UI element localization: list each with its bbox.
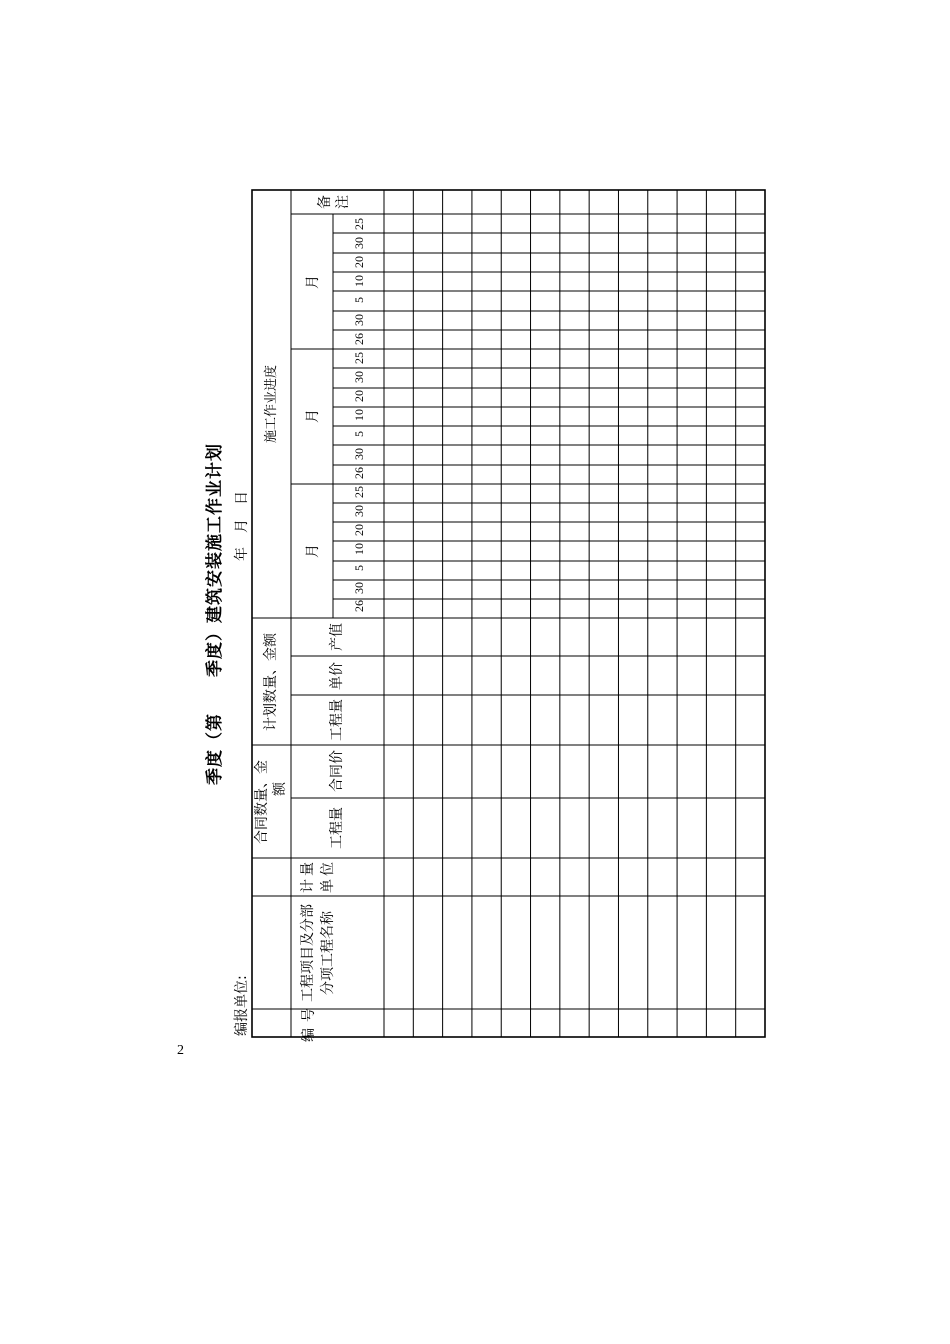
project-name-header-line1: 工程项目及分部 (300, 904, 316, 1002)
day-label: 30 (352, 505, 366, 517)
day-label: 26 (352, 333, 366, 345)
contract-quantity-header: 工程量 (329, 807, 345, 849)
day-label: 20 (352, 256, 366, 268)
day-label: 5 (352, 565, 366, 571)
plan-quantity-header: 工程量 (329, 699, 345, 741)
day-label: 20 (352, 524, 366, 536)
table-row (677, 190, 706, 1037)
serial-no-header: 编号 (301, 1002, 317, 1042)
contract-price-header: 合同价 (329, 750, 345, 792)
day-label: 25 (352, 218, 366, 230)
day-label: 26 (352, 600, 366, 612)
plan-output-value-header: 产值 (329, 623, 345, 651)
day-label: 26 (352, 467, 366, 479)
remarks-header-line2: 注 (335, 195, 351, 209)
plan-group-header: 计划数量、金额 (263, 633, 279, 731)
day-label: 30 (352, 448, 366, 460)
table-row (443, 190, 472, 1037)
unit-header-line1: 计量 (300, 859, 316, 893)
day-label: 10 (352, 275, 366, 287)
table-row (531, 190, 560, 1037)
progress-group-header: 施工作业进度 (264, 364, 279, 444)
page-title: 季度（第 季度）建筑安装施工作业计划 (205, 443, 225, 785)
reporting-unit-label: 编报单位: (234, 975, 250, 1036)
day-label: 30 (352, 237, 366, 249)
month-label: 月 (305, 275, 321, 289)
table-row (501, 190, 530, 1037)
day-label: 20 (352, 390, 366, 402)
contract-group-header-line1: 合同数量、金 (254, 760, 270, 844)
table-row (560, 190, 589, 1037)
date-line: 年 月 日 (234, 491, 250, 561)
table-row (413, 190, 442, 1037)
day-label: 10 (352, 409, 366, 421)
day-label: 5 (352, 431, 366, 437)
day-label: 30 (352, 371, 366, 383)
table-row (618, 190, 647, 1037)
month-label: 月 (305, 544, 321, 558)
day-label: 30 (352, 582, 366, 594)
day-label: 5 (352, 297, 366, 303)
day-label: 25 (352, 486, 366, 498)
table-row (384, 190, 413, 1037)
table-row (736, 190, 765, 1037)
day-label: 30 (352, 314, 366, 326)
table-row (589, 190, 618, 1037)
project-name-header-line2: 分项工程名称 (320, 911, 336, 995)
table-row (472, 190, 501, 1037)
day-label: 25 (352, 352, 366, 364)
table-row (648, 190, 677, 1037)
unit-header-line2: 单位 (320, 859, 336, 893)
table-row (706, 190, 735, 1037)
data-cells (384, 190, 765, 1037)
month-label: 月 (305, 409, 321, 423)
day-label: 10 (352, 543, 366, 555)
remarks-header-line1: 备 (317, 195, 333, 209)
contract-group-header-line2: 额 (272, 782, 288, 796)
plan-unit-price-header: 单价 (329, 662, 345, 690)
page-number: 2 (177, 1043, 184, 1058)
